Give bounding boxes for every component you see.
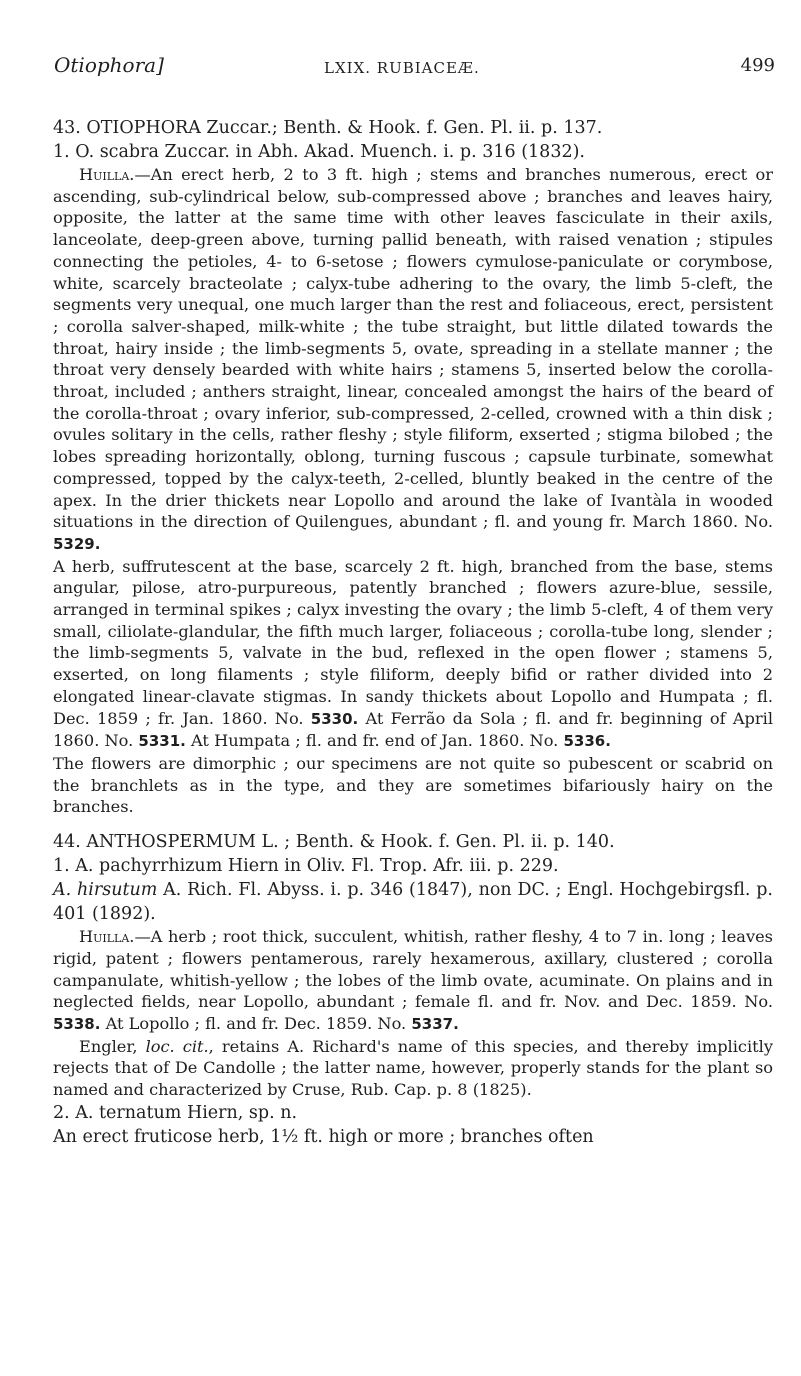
paragraph-ternatum-description: An erect fruticose herb, 1½ ft. high or more ; branches often [53,1126,594,1147]
specimen-number: 5331. [138,732,186,751]
species-heading-scabra: 1. O. scabra Zuccar. in Abh. Akad. Muench. i. p. 316 (1832). [53,142,585,162]
description-text: —A herb ; root thick, succulent, whitish, rather fleshy, 4 to 7 in. long ; leaves rigid, patent ; flowers pentamerous, rarely hexamerous, axillary, clustered ; corolla campanulate, whitish-yellow ; the lobes of the limb ovate, acuminate. On plains and in neglected fields, near Lopollo, abundant ; female fl. and fr. Nov. and Dec. 1859. No. [53,927,773,1012]
description-text: At Lopollo ; fl. and fr. Dec. 1859. No. [105,1013,407,1033]
synonym-name: A. hirsutum [53,880,158,901]
paragraph-otiophora-description [53,164,773,556]
header-genus: Otiophora] [54,53,164,77]
specimen-number: 5329. [53,534,101,553]
synonym-line [53,878,773,926]
specimen-number: 5337. [411,1014,459,1033]
specimen-number: 5330. [310,709,359,728]
locality-label: Huilla. [79,927,135,947]
body-text [53,116,773,1149]
locality-label: Huilla. [79,165,135,184]
section-gap [53,818,773,830]
description-text: —An erect herb, 2 to 3 ft. high ; stems and branches numerous, erect or ascending, sub-cylindrical below, sub-compressed above ; branches and leaves hairy, opposite, the latter at the same time with other leaves fasciculate in their axils, lanceolate, deep-green above, turning pallid beneath, with raised venation ; stipules connecting the petioles, 4- to 6-setose ; flowers cymulose-paniculate or corymbose, white, scarcely bracteolate ; calyx-tube adhering to the ovary, the limb 5-cleft, the segments very unequal, one much larger than the rest and foliaceous, erect, persistent ; corolla salver-shaped, milk-white ; the tube straight, but little dilated towards the throat, hairy inside ; the limb-segments 5, ovate, spreading in a stellate manner ; the throat very densely bearded with white hairs ; stamens 5, inserted below the corolla-throat, included ; anthers straight, linear, concealed amongst the hairs of the beard of the corolla-throat ; ovary inferior, sub-compressed, 2-celled, crowned with a thin disk ; ovules solitary in the cells, rather fleshy ; style filiform, exserted ; stigma bilobed ; the lobes spreading horizontally, oblong, turning fuscous ; capsule turbinate, somewhat compressed, topped by the calyx-teeth, 2-celled, bluntly beaked in the centre of the apex. In the drier thickets near Lopollo and around the lake of Ivantàla in wooded situations in the direction of Quilengues, abundant ; fl. and young fr. March 1860. No. [53,165,773,532]
note-text: Engler, [79,1036,138,1056]
genus-heading-anthospermum: 44. ANTHOSPERMUM L. ; Benth. & Hook. f. Gen. Pl. ii. p. 140. [53,832,615,853]
paragraph-anthospermum-note [53,1036,773,1101]
page-number: 499 [740,55,775,76]
description-text: At Ferrão da Sola ; fl. and fr. beginning of April 1860. No. [53,708,774,751]
citation-italic: loc. cit. [145,1036,209,1056]
specimen-number: 5338. [53,1014,101,1033]
paragraph-anthospermum-description [53,926,773,1036]
running-header [54,55,775,83]
description-text: A herb, suffrutescent at the base, scarcely 2 ft. high, branched from the base, stems angular, pilose, atro-purpureous, patently branched ; flowers azure-blue, sessile, arranged in terminal spikes ; calyx investing the ovary ; the limb 5-cleft, 4 of them very small, ciliolate-glandular, the fifth much larger, foliaceous ; corolla-tube long, slender ; the limb-segments 5, valvate in the bud, reflexed in the open flower ; stamens 5, exserted, on long filaments ; style filiform, deeply bifid or rather divided into 2 elongated linear-clavate stigmas. In sandy thickets about Lopollo and Humpata ; fl. Dec. 1859 ; fr. Jan. 1860. No. [53,556,773,728]
synonym-citation: A. Rich. Fl. Abyss. i. p. 346 (1847), non DC. ; Engl. Hochgebirgsfl. p. 401 (1892). [53,880,773,925]
note-text: , retains A. Richard's name of this species, and thereby implicitly rejects that of De Candolle ; the latter name, however, properly stands for the plant so named and characterized by Cruse, Rub. Cap. p. 8 (1825). [53,1036,773,1100]
header-family: LXIX. RUBIACEÆ. [324,59,480,77]
paragraph-otiophora-note: The flowers are dimorphic ; our specimens are not quite so pubescent or scabrid on the branchlets as in the type, and they are sometimes bifariously hairy on the branches. [53,753,773,817]
paragraph-otiophora-herb [53,556,773,753]
species-heading-pachyrrhizum: 1. A. pachyrrhizum Hiern in Oliv. Fl. Trop. Afr. iii. p. 229. [53,856,559,877]
specimen-number: 5336. [563,732,611,751]
species-heading-ternatum: 2. A. ternatum Hiern, sp. n. [53,1102,298,1123]
genus-heading-otiophora: 43. OTIOPHORA Zuccar.; Benth. & Hook. f. Gen. Pl. ii. p. 137. [53,118,603,138]
description-text: At Humpata ; fl. and fr. end of Jan. 1860. No. [191,731,559,751]
